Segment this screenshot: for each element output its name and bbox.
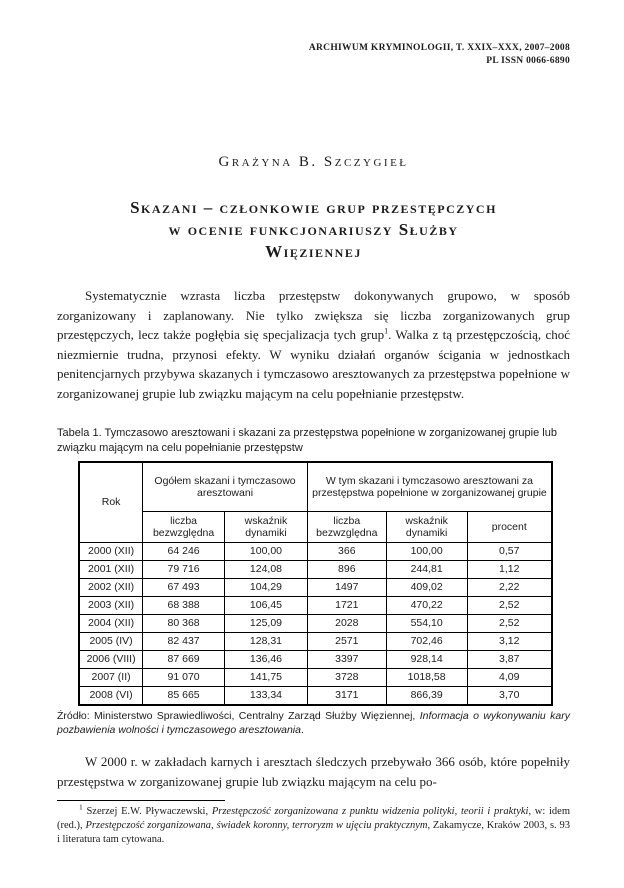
article-title-line-1: Skazani – członkowie grup przestępczych [130,198,497,217]
intro-paragraph-text: Systematycznie wzrasta liczba przestępstw dokonywanych grupowo, w sposób zorganizowany i zaplanowany. Nie tylko zwiększa się liczba zorganizowanych grup przestępczych, lecz także pogłębia się specjalizacja tych grup [57,288,570,342]
article-title-line-3: Więziennej [265,242,362,261]
cell-total-wskaznik: 133,34 [225,687,308,706]
cell-procent: 1,12 [467,561,552,579]
table-header-group-total: Ogółem skazani i tymczasowo aresztowani [143,462,308,512]
cell-total-liczba: 87 669 [143,651,225,669]
cell-rok: 2007 (II) [79,669,143,687]
cell-total-liczba: 67 493 [143,579,225,597]
table-row [79,543,552,561]
footnote-number: 1 [79,802,83,812]
intro-paragraph [57,286,570,403]
cell-org-liczba: 2571 [307,633,386,651]
cell-rok: 2004 (XII) [79,615,143,633]
table-caption: Tabela 1. Tymczasowo aresztowani i skazani za przestępstwa popełnione w zorganizowanej grupie lub związku mającym na celu popełnianie przestępstw [57,427,557,454]
table-row [79,633,552,651]
cell-procent: 2,52 [467,597,552,615]
source-suffix: . [300,723,304,736]
table-subheader-wskaznik-2: wskaźnik dynamiki [386,512,467,543]
cell-total-wskaznik: 141,75 [225,669,308,687]
table-header-rok: Rok [79,462,143,543]
footnote-separator [57,800,225,801]
cell-org-liczba: 2028 [307,615,386,633]
running-head [57,42,570,68]
cell-rok: 2005 (IV) [79,633,143,651]
cell-procent: 4,09 [467,669,552,687]
cell-rok: 2003 (XII) [79,597,143,615]
table-subheader-liczba-2: liczba bezwzględna [307,512,386,543]
footnote-book-title-1: Przestępczość zorganizowana z punktu widzenia polityki, teorii i praktyki [211,806,529,817]
cell-total-wskaznik: 106,45 [225,597,308,615]
article-title-line-2: w ocenie funkcjonariuszy Służby [168,220,459,239]
cell-procent: 2,22 [467,579,552,597]
cell-total-liczba: 91 070 [143,669,225,687]
cell-total-liczba: 85 665 [143,687,225,706]
footnote-text-2: , w: idem (red.), [57,806,571,831]
cell-total-wskaznik: 128,31 [225,633,308,651]
table-header-sub-row [79,512,552,543]
cell-total-liczba: 64 246 [143,543,225,561]
second-paragraph: W 2000 r. w zakładach karnych i aresztach śledczych przebywało 366 osób, które popełniły przestępstwa w zorganizowanej grupie lub związku mającym na celu po- [57,754,570,789]
table-subheader-wskaznik-1: wskaźnik dynamiki [225,512,308,543]
author-name: Grażyna B. Szczygieł [218,154,409,170]
table-source-note [57,710,570,737]
cell-total-wskaznik: 124,08 [225,561,308,579]
cell-org-liczba: 1721 [307,597,386,615]
table-row [79,561,552,579]
cell-org-wskaznik: 409,02 [386,579,467,597]
table-body [79,543,552,706]
cell-procent: 3,12 [467,633,552,651]
cell-org-liczba: 1497 [307,579,386,597]
cell-org-wskaznik: 100,00 [386,543,467,561]
cell-procent: 3,87 [467,651,552,669]
cell-org-wskaznik: 470,22 [386,597,467,615]
footnote-book-title-2: Przestępczość zorganizowana, świadek koronny, terroryzm w ujęciu praktycznym [85,820,428,831]
cell-rok: 2000 (XII) [79,543,143,561]
cell-total-wskaznik: 104,29 [225,579,308,597]
footnote-text-1: Szerzej E.W. Pływaczewski, [82,806,212,817]
cell-org-liczba: 3397 [307,651,386,669]
table-subheader-procent: procent [467,512,552,543]
footnote [57,802,571,847]
cell-org-wskaznik: 554,10 [386,615,467,633]
cell-rok: 2006 (VIII) [79,651,143,669]
cell-total-wskaznik: 125,09 [225,615,308,633]
source-prefix: Źródło: Ministerstwo Sprawiedliwości, Centralny Zarząd Służby Więziennej, [57,710,420,722]
intro-paragraph-text-cont: . Walka z tą przestępczością, choć niezmiernie trudna, przynosi efekty. W wyniku działań organów ścigania w jednostkach penitencjarnych przybywa skazanych i tymczasowo aresztowanych za przestępstwa popełnione w zorganizowanej grupie lub związku mającym na celu popełnianie przestępstw. [57,327,570,401]
table-header-group-organized: W tym skazani i tymczasowo aresztowani za przestępstwa popełnione w zorganizowanej grupie [307,462,552,512]
table-row [79,651,552,669]
cell-procent: 0,57 [467,543,552,561]
source-publication-title: Informacja o wykonywaniu kary pozbawienia wolności i tymczasowego aresztowania [57,710,570,736]
cell-org-wskaznik: 702,46 [386,633,467,651]
cell-total-liczba: 79 716 [143,561,225,579]
cell-procent: 2,52 [467,615,552,633]
table-row [79,615,552,633]
journal-header-line: ARCHIWUM KRYMINOLOGII, T. XXIX–XXX, 2007–2008 [308,43,570,53]
cell-org-liczba: 896 [307,561,386,579]
cell-org-liczba: 3171 [307,687,386,706]
table-header-group-row [79,462,552,512]
cell-rok: 2008 (VI) [79,687,143,706]
article-title [57,197,570,263]
footnote-text-3: , Zakamycze, Kraków 2003, s. 93 i literatura tam cytowana. [57,820,571,845]
cell-rok: 2001 (XII) [79,561,143,579]
cell-org-liczba: 366 [307,543,386,561]
journal-issn-line: PL ISSN 0066-6890 [486,56,570,66]
cell-rok: 2002 (XII) [79,579,143,597]
cell-total-liczba: 68 388 [143,597,225,615]
cell-org-wskaznik: 866,39 [386,687,467,706]
cell-total-liczba: 82 437 [143,633,225,651]
table-row [79,669,552,687]
cell-total-liczba: 80 368 [143,615,225,633]
cell-total-wskaznik: 100,00 [225,543,308,561]
cell-total-wskaznik: 136,46 [225,651,308,669]
table-subheader-liczba-1: liczba bezwzględna [143,512,225,543]
table-row [79,687,552,706]
cell-org-liczba: 3728 [307,669,386,687]
statistics-table [78,461,553,706]
cell-org-wskaznik: 1018,58 [386,669,467,687]
table-row [79,579,552,597]
footnote-reference-mark: 1 [384,326,389,336]
table-row [79,597,552,615]
cell-org-wskaznik: 244,81 [386,561,467,579]
cell-procent: 3,70 [467,687,552,706]
cell-org-wskaznik: 928,14 [386,651,467,669]
